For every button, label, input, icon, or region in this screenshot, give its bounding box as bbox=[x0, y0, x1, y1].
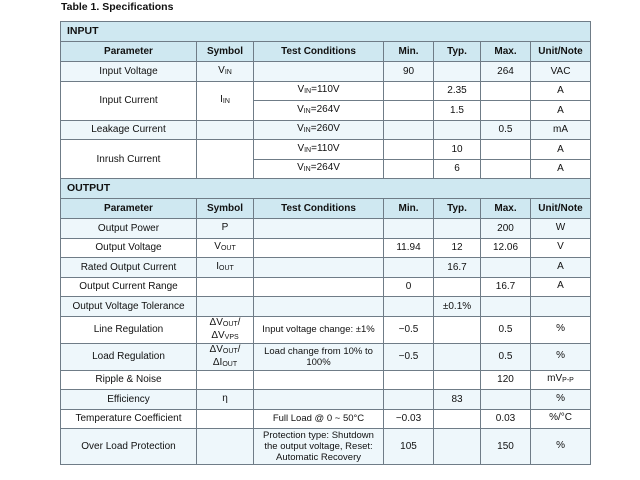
unit-cell: % bbox=[531, 343, 591, 370]
column-header: Typ. bbox=[434, 42, 481, 62]
max-cell bbox=[481, 159, 531, 179]
column-header: Symbol bbox=[197, 199, 254, 219]
max-cell: 200 bbox=[481, 219, 531, 239]
min-cell bbox=[384, 390, 434, 410]
max-cell bbox=[481, 258, 531, 278]
unit-cell: % bbox=[531, 429, 591, 465]
unit-cell: A bbox=[531, 277, 591, 297]
max-cell bbox=[481, 390, 531, 410]
column-header: Unit/Note bbox=[531, 199, 591, 219]
table-row bbox=[61, 62, 591, 82]
unit-cell: V bbox=[531, 238, 591, 258]
typ-cell: 10 bbox=[434, 140, 481, 160]
condition-cell bbox=[254, 297, 384, 317]
max-cell: 0.5 bbox=[481, 316, 531, 343]
max-cell: 0.5 bbox=[481, 120, 531, 140]
unit-cell: $mV_{P-P}$ bbox=[531, 370, 591, 390]
max-cell: 150 bbox=[481, 429, 531, 465]
unit-cell: W bbox=[531, 219, 591, 239]
unit-cell bbox=[531, 297, 591, 317]
condition-cell bbox=[254, 238, 384, 258]
table-row bbox=[61, 120, 591, 140]
param-cell: Rated Output Current bbox=[61, 258, 197, 278]
min-cell bbox=[384, 297, 434, 317]
typ-cell bbox=[434, 316, 481, 343]
column-header: Min. bbox=[384, 199, 434, 219]
unit-cell: VAC bbox=[531, 62, 591, 82]
min-cell bbox=[384, 140, 434, 160]
max-cell bbox=[481, 101, 531, 121]
min-cell bbox=[384, 219, 434, 239]
typ-cell bbox=[434, 409, 481, 429]
max-cell: 0.5 bbox=[481, 343, 531, 370]
unit-cell: mA bbox=[531, 120, 591, 140]
condition-cell bbox=[254, 390, 384, 410]
symbol-cell bbox=[197, 370, 254, 390]
symbol-cell: P bbox=[197, 219, 254, 239]
min-cell bbox=[384, 258, 434, 278]
param-cell: Load Regulation bbox=[61, 343, 197, 370]
table-row bbox=[61, 297, 591, 317]
symbol-cell bbox=[197, 120, 254, 140]
symbol-cell: η bbox=[197, 390, 254, 410]
param-cell: Line Regulation bbox=[61, 316, 197, 343]
symbol-cell bbox=[197, 409, 254, 429]
column-header: Test Conditions bbox=[254, 42, 384, 62]
param-cell: Input Current bbox=[61, 81, 197, 120]
typ-cell: 12 bbox=[434, 238, 481, 258]
table-row bbox=[61, 81, 591, 101]
table-row bbox=[61, 316, 591, 343]
unit-cell: A bbox=[531, 101, 591, 121]
table-caption: Table 1. Specifications bbox=[61, 1, 174, 13]
max-cell: 0.03 bbox=[481, 409, 531, 429]
typ-cell: 83 bbox=[434, 390, 481, 410]
condition-cell bbox=[254, 370, 384, 390]
condition-cell: $V_{IN}=264V$ bbox=[254, 101, 384, 121]
typ-cell: 16.7 bbox=[434, 258, 481, 278]
param-cell: Output Power bbox=[61, 219, 197, 239]
symbol-cell: $\Delta V_{OUT}/\Delta I_{OUT}$ bbox=[197, 343, 254, 370]
unit-cell: % bbox=[531, 390, 591, 410]
column-header: Unit/Note bbox=[531, 42, 591, 62]
symbol-cell bbox=[197, 277, 254, 297]
table-row bbox=[61, 258, 591, 278]
param-cell: Output Current Range bbox=[61, 277, 197, 297]
param-cell: Efficiency bbox=[61, 390, 197, 410]
condition-cell: $V_{IN}=110V$ bbox=[254, 140, 384, 160]
condition-cell: Load change from 10% to 100% bbox=[254, 343, 384, 370]
param-cell: Input Voltage bbox=[61, 62, 197, 82]
unit-cell: A bbox=[531, 81, 591, 101]
symbol-cell: $V_{OUT}$ bbox=[197, 238, 254, 258]
min-cell bbox=[384, 81, 434, 101]
typ-cell: 2.35 bbox=[434, 81, 481, 101]
min-cell: −0.5 bbox=[384, 316, 434, 343]
condition-cell bbox=[254, 62, 384, 82]
min-cell bbox=[384, 101, 434, 121]
max-cell: 16.7 bbox=[481, 277, 531, 297]
table-row bbox=[61, 277, 591, 297]
typ-cell bbox=[434, 343, 481, 370]
table-row bbox=[61, 219, 591, 239]
param-cell: Temperature Coefficient bbox=[61, 409, 197, 429]
max-cell: 12.06 bbox=[481, 238, 531, 258]
typ-cell bbox=[434, 429, 481, 465]
column-header: Test Conditions bbox=[254, 199, 384, 219]
unit-cell: A bbox=[531, 159, 591, 179]
section-title: INPUT bbox=[61, 22, 591, 42]
min-cell bbox=[384, 370, 434, 390]
condition-cell bbox=[254, 277, 384, 297]
column-header: Min. bbox=[384, 42, 434, 62]
typ-cell: ±0.1% bbox=[434, 297, 481, 317]
table-row bbox=[61, 409, 591, 429]
symbol-cell bbox=[197, 140, 254, 179]
table-row bbox=[61, 390, 591, 410]
condition-cell: $V_{IN}=110V$ bbox=[254, 81, 384, 101]
max-cell: 120 bbox=[481, 370, 531, 390]
max-cell bbox=[481, 297, 531, 317]
condition-cell: Full Load @ 0 ~ 50°C bbox=[254, 409, 384, 429]
column-header: Symbol bbox=[197, 42, 254, 62]
param-cell: Over Load Protection bbox=[61, 429, 197, 465]
typ-cell: 6 bbox=[434, 159, 481, 179]
typ-cell bbox=[434, 219, 481, 239]
table-row bbox=[61, 140, 591, 160]
table-row bbox=[61, 343, 591, 370]
output-section-header bbox=[61, 179, 591, 199]
unit-cell: %/°C bbox=[531, 409, 591, 429]
condition-cell: Input voltage change: ±1% bbox=[254, 316, 384, 343]
output-column-headers bbox=[61, 199, 591, 219]
min-cell: 0 bbox=[384, 277, 434, 297]
param-cell: Inrush Current bbox=[61, 140, 197, 179]
condition-cell: Protection type: Shutdown the output voltage, Reset: Automatic Recovery bbox=[254, 429, 384, 465]
column-header: Max. bbox=[481, 199, 531, 219]
min-cell bbox=[384, 159, 434, 179]
unit-cell: % bbox=[531, 316, 591, 343]
unit-cell: A bbox=[531, 258, 591, 278]
condition-cell: $V_{IN}=260V$ bbox=[254, 120, 384, 140]
param-cell: Output Voltage Tolerance bbox=[61, 297, 197, 317]
min-cell bbox=[384, 120, 434, 140]
min-cell: 105 bbox=[384, 429, 434, 465]
param-cell: Leakage Current bbox=[61, 120, 197, 140]
symbol-cell: $\Delta V_{OUT}/\Delta V_{VPS}$ bbox=[197, 316, 254, 343]
typ-cell bbox=[434, 277, 481, 297]
output-rows bbox=[61, 219, 591, 465]
table-row bbox=[61, 370, 591, 390]
symbol-cell bbox=[197, 429, 254, 465]
param-cell: Output Voltage bbox=[61, 238, 197, 258]
typ-cell: 1.5 bbox=[434, 101, 481, 121]
max-cell: 264 bbox=[481, 62, 531, 82]
typ-cell bbox=[434, 62, 481, 82]
specifications-table bbox=[60, 21, 591, 465]
condition-cell: $V_{IN}=264V$ bbox=[254, 159, 384, 179]
column-header: Parameter bbox=[61, 42, 197, 62]
unit-cell: A bbox=[531, 140, 591, 160]
section-title: OUTPUT bbox=[61, 179, 591, 199]
column-header: Typ. bbox=[434, 199, 481, 219]
input-section-header bbox=[61, 22, 591, 42]
param-cell: Ripple & Noise bbox=[61, 370, 197, 390]
symbol-cell: $V_{IN}$ bbox=[197, 62, 254, 82]
column-header: Parameter bbox=[61, 199, 197, 219]
min-cell: −0.5 bbox=[384, 343, 434, 370]
min-cell: −0.03 bbox=[384, 409, 434, 429]
max-cell bbox=[481, 140, 531, 160]
min-cell: 90 bbox=[384, 62, 434, 82]
condition-cell bbox=[254, 219, 384, 239]
max-cell bbox=[481, 81, 531, 101]
condition-cell bbox=[254, 258, 384, 278]
table-row bbox=[61, 429, 591, 465]
input-column-headers bbox=[61, 42, 591, 62]
typ-cell bbox=[434, 120, 481, 140]
table-row bbox=[61, 238, 591, 258]
typ-cell bbox=[434, 370, 481, 390]
column-header: Max. bbox=[481, 42, 531, 62]
min-cell: 11.94 bbox=[384, 238, 434, 258]
symbol-cell: $I_{IN}$ bbox=[197, 81, 254, 120]
symbol-cell: $I_{OUT}$ bbox=[197, 258, 254, 278]
symbol-cell bbox=[197, 297, 254, 317]
